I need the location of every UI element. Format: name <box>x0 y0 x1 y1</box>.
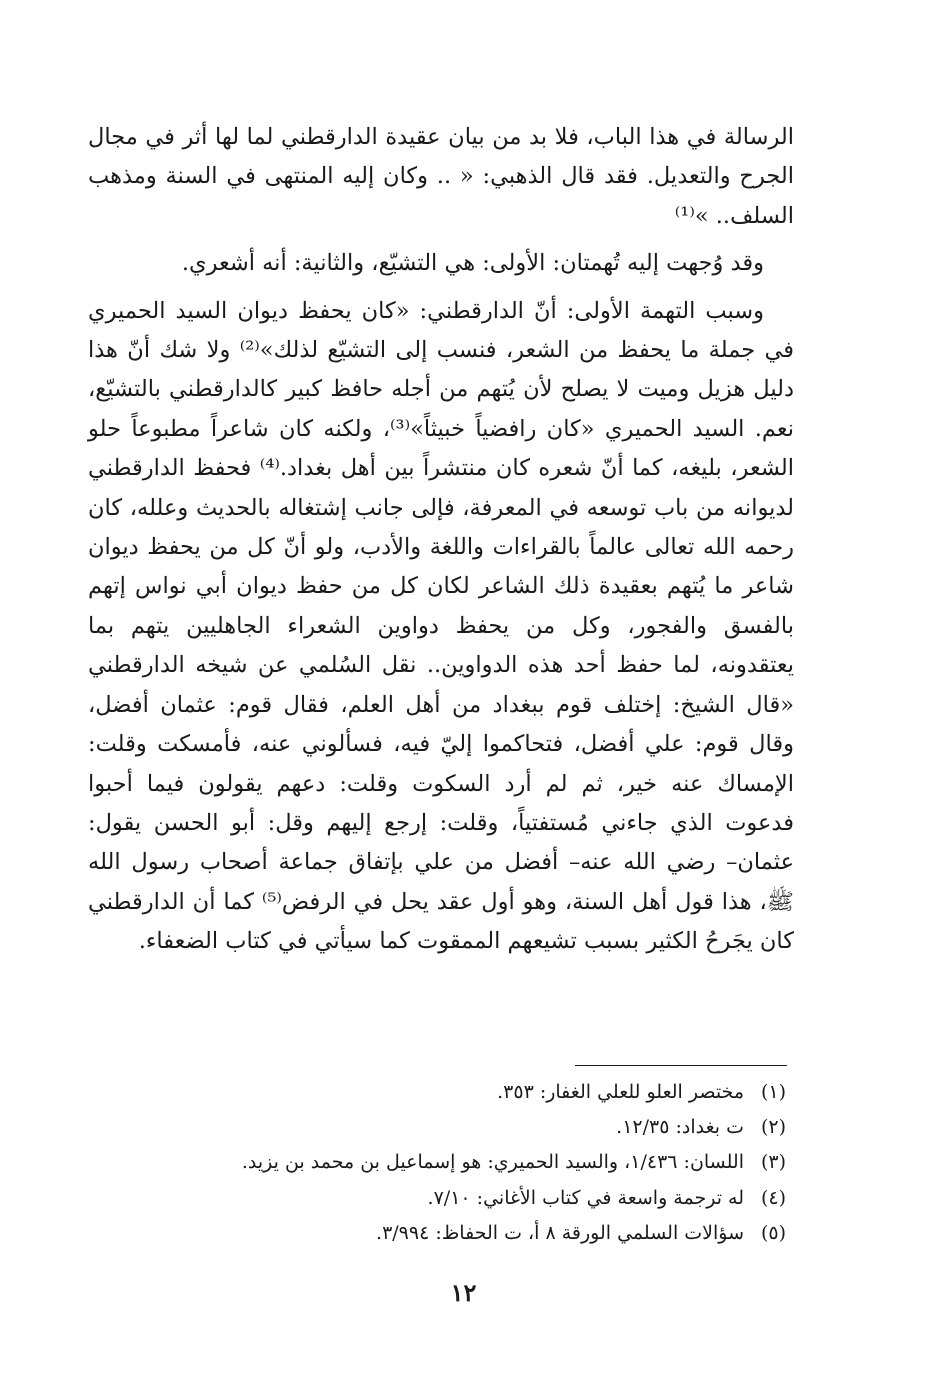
footnote-text: ت بغداد: ١٢/٣٥. <box>616 1116 744 1139</box>
paragraph: وقد وُجهت إليه تُهمتان: الأولى: هي التشيّع، والثانية: أنه أشعري. <box>181 250 764 277</box>
footnote-text: مختصر العلو للعلي الغفار: ٣٥٣. <box>497 1081 744 1103</box>
footnote <box>150 1181 786 1216</box>
footnote-separator <box>575 1065 787 1066</box>
footnote-text: له ترجمة واسعة في كتاب الأغاني: ٧/١٠. <box>427 1186 744 1209</box>
footnote-number: (٥) <box>760 1221 786 1244</box>
footnote-number: (٢) <box>760 1116 786 1139</box>
main-text <box>88 118 794 962</box>
paragraph: وسبب التهمة الأولى: أنّ الدارقطني: «كان يحفظ ديوان السيد الحميري في جملة ما يحفظ من الشعر، فنسب إلى التشيّع لذلك»⁽²⁾ ولا شك أنّ هذا دليل هزيل وميت لا يصلح لأن يُتهم من أجله حافظ كبير كالدارقطني بالتشيّع، نعم. السيد الحميري «كان رافضياً خبيثاً»⁽³⁾، ولكنه كان شاعراً مطبوعاً حلو الشعر، بليغه، كما أنّ شعره كان منتشراً بين أهل بغداد.⁽⁴⁾ فحفظ الدارقطني لديوانه من باب توسعه في المعرفة، فإلى جانب إشتغاله بالحديث وعلله، كان رحمه الله تعالى عالماً بالقراءات واللغة والأدب، ولو أنّ كل من يحفظ ديوان شاعر ما يُتهم بعقيدة ذلك الشاعر لكان كل من حفظ ديوان أبي نواس إتهم بالفسق والفجور، وكل من يحفظ دواوين الشعراء الجاهليين يتهم بما يعتقدونه، لما حفظ أحد هذه الدواوين.. نقل السُلمي عن شيخه الدارقطني «قال الشيخ: إختلف قوم ببغداد من أهل العلم، فقال قوم: عثمان أفضل، وقال قوم: علي أفضل، فتحاكموا إليّ فيه، فسألوني عنه، فأمسكت وقلت: الإمساك عنه خير، ثم لم أرد السكوت وقلت: دعهم يقولون فيما أحبوا فدعوت الذي جاءني مُستفتياً، وقلت: إرجع إليهم وقل: أبو الحسن يقول: عثمان– رضي الله عنه– أفضل من علي بإتفاق جماعة أصحاب رسول الله ﷺ، هذا قول أهل السنة، وهو أول عقد يحل في الرفض⁽⁵⁾ كما أن الدارقطني كان يجَرحُ الكثير بسبب تشيعهم الممقوت كما سيأتي في كتاب الضعفاء. <box>88 297 795 955</box>
footnote <box>150 1075 786 1110</box>
footnote-number: (٣) <box>760 1151 786 1174</box>
footnote <box>150 1145 786 1180</box>
footnote <box>150 1110 786 1145</box>
page-number: ١٢ <box>450 1278 477 1307</box>
footnote-number: (٤) <box>760 1186 786 1209</box>
footnote-number: (١) <box>760 1081 786 1103</box>
footnote-text: اللسان: ١/٤٣٦، والسيد الحميري: هو إسماعيل بن محمد بن يزيد. <box>241 1151 744 1174</box>
footnote-text: سؤالات السلمي الورقة ٨ أ، ت الحفاظ: ٣/٩٩٤. <box>376 1221 744 1244</box>
paragraph: الرسالة في هذا الباب، فلا بد من بيان عقيدة الدارقطني لما لها أثر في مجال الجرح والتعديل. فقد قال الذهبي: « .. وكان إليه المنتهى في السنة ومذهب السلف.. »⁽¹⁾ <box>88 124 794 229</box>
footnotes <box>150 1075 786 1251</box>
footnote <box>150 1216 786 1251</box>
